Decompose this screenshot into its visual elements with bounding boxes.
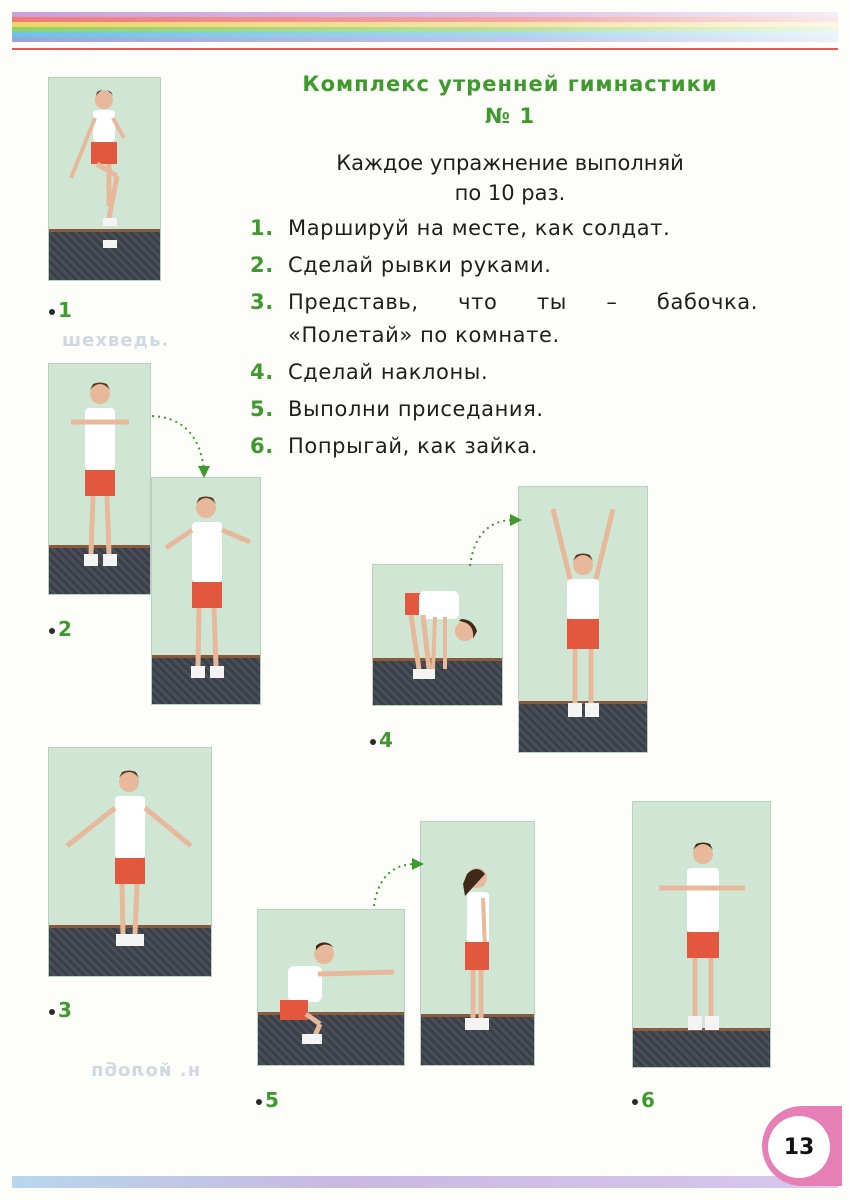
list-item (248, 393, 788, 426)
footer-band (12, 1176, 838, 1188)
exercise-text: Сделай наклоны. (288, 360, 489, 384)
photo-label-2 (49, 617, 72, 641)
girl-arms-out-figure (152, 478, 260, 704)
exercise-text: Маршируй на месте, как солдат. (288, 216, 671, 240)
photo-bending (373, 565, 502, 705)
girl-bending-figure (373, 565, 502, 705)
photo-label-3 (49, 998, 72, 1022)
photo-label-6 (632, 1088, 655, 1112)
page-title: Комплекс утренней гимнастики (302, 72, 718, 96)
girl-arms-bent-figure (49, 364, 150, 594)
photo-label-1 (49, 298, 72, 322)
bleed-through-decoration: н. йолобп (90, 1060, 201, 1081)
intro-line: по 10 раз. (454, 181, 566, 205)
exercise-number: 6. (250, 434, 274, 458)
bullet-dot (49, 309, 55, 315)
bullet-dot (256, 1099, 262, 1105)
page-number: 13 (768, 1116, 830, 1178)
dotted-arrow-icon (462, 510, 524, 570)
exercise-number: 5. (250, 397, 274, 421)
photo-label-text: 3 (58, 998, 72, 1022)
photo-label-text: 4 (379, 728, 393, 752)
intro-text (260, 148, 760, 208)
bullet-dot (49, 1009, 55, 1015)
list-item (248, 212, 788, 245)
list-item (248, 286, 788, 352)
girl-squat-figure (258, 910, 404, 1065)
bullet-dot (632, 1099, 638, 1105)
exercise-text: Попрыгай, как зайка. (288, 434, 539, 458)
photo-jumping (633, 802, 770, 1067)
girl-marching-figure (49, 78, 160, 280)
intro-line: Каждое упражнение выполняй (336, 151, 684, 175)
exercise-list (248, 212, 788, 467)
exercise-number: 1. (250, 216, 274, 240)
exercise-text: Сделай рывки руками. (288, 253, 552, 277)
photo-label-text: 5 (265, 1088, 279, 1112)
dotted-arrow-icon (148, 410, 218, 482)
header-red-line (12, 48, 838, 50)
girl-jumping-figure (633, 802, 770, 1067)
girl-butterfly-figure (49, 748, 211, 976)
photo-label-text: 6 (641, 1088, 655, 1112)
exercise-number: 2. (250, 253, 274, 277)
photo-arms-up (519, 487, 647, 752)
girl-arms-up-figure (519, 487, 647, 752)
exercise-text: Представь, что ты – бабочка. «Полетай» по комнате. (288, 290, 758, 347)
girl-standing-side-figure (421, 822, 534, 1065)
photo-butterfly (49, 748, 211, 976)
photo-squat (258, 910, 404, 1065)
dotted-arrow-icon (368, 852, 428, 910)
photo-arms-bent (49, 364, 150, 594)
photo-label-text: 2 (58, 617, 72, 641)
exercise-number: 4. (250, 360, 274, 384)
photo-marching (49, 78, 160, 280)
exercise-text: Выполни приседания. (288, 397, 544, 421)
photo-standing-side (421, 822, 534, 1065)
bleed-through-decoration: шехведь. (62, 330, 170, 351)
photo-arms-out (152, 478, 260, 704)
page-title-number: № 1 (484, 104, 536, 128)
bullet-dot (370, 739, 376, 745)
list-item (248, 249, 788, 282)
photo-label-text: 1 (58, 298, 72, 322)
photo-label-5 (256, 1088, 279, 1112)
list-item (248, 430, 788, 463)
list-item (248, 356, 788, 389)
bullet-dot (49, 628, 55, 634)
exercise-number: 3. (250, 290, 274, 314)
rainbow-stripe-header (12, 12, 838, 52)
photo-label-4 (370, 728, 393, 752)
